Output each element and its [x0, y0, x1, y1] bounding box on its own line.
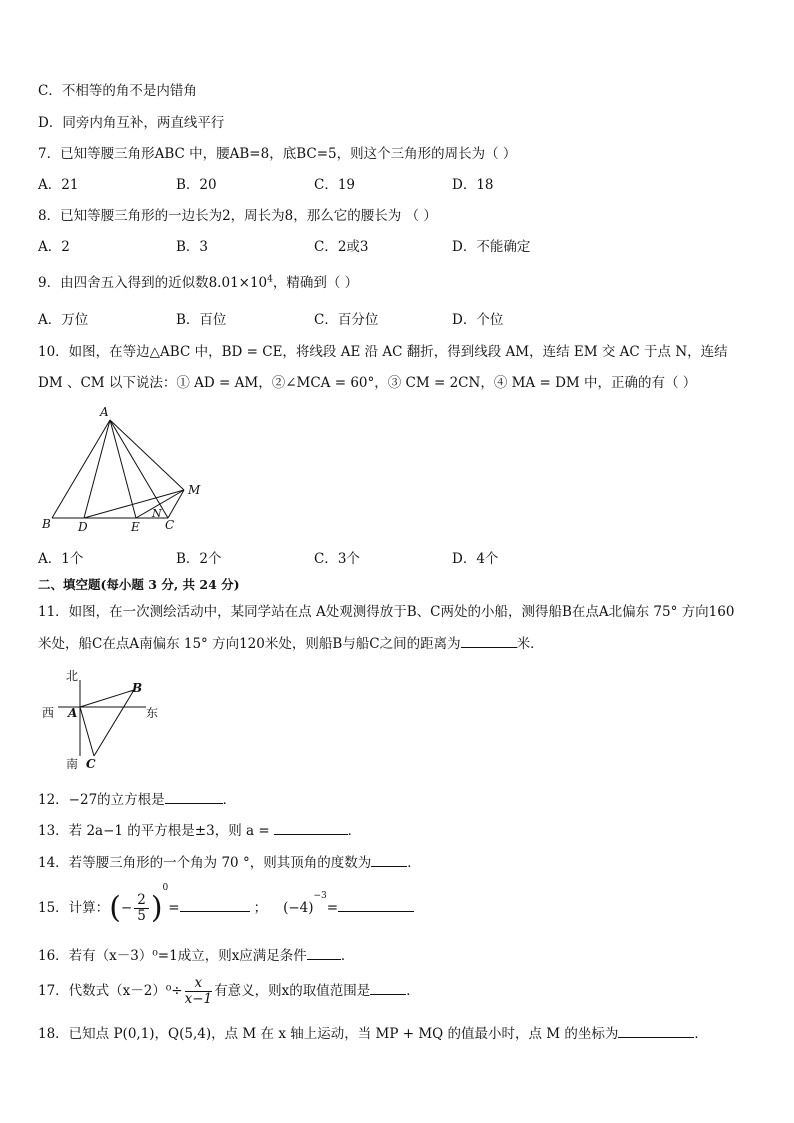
q13-answer-blank[interactable] — [274, 821, 348, 835]
q15-frac-numerator: 2 — [134, 893, 149, 909]
question-10-line2: DM 、CM 以下说法：① AD = AM，②∠MCA = 60°，③ CM = 2CN，④ MA = DM 中，正确的有（ ） — [38, 375, 697, 391]
q7-option-a: A．21 — [38, 177, 79, 193]
q15-answer-blank-1[interactable] — [180, 898, 250, 912]
question-12 — [38, 790, 236, 809]
q10-figure — [38, 400, 218, 535]
q17-middle: 有意义，则x的取值范围是 — [214, 983, 371, 999]
q13-suffix: ． — [347, 823, 362, 839]
q9-prefix: 9．由四舍五入得到的近似数 — [38, 275, 209, 291]
q9-suffix: ，精确到（ ） — [272, 275, 359, 291]
label-c: C — [86, 757, 96, 771]
q9-exponent: 4 — [267, 274, 273, 285]
segment-ac — [110, 420, 168, 518]
question-16 — [38, 946, 354, 965]
segment-ab — [52, 420, 110, 518]
q7-option-d: D．18 — [452, 177, 494, 193]
q14-prefix: 14．若等腰三角形的一个角为 70 °，则其顶角的度数为 — [38, 855, 372, 871]
q9-option-a: A．万位 — [38, 312, 89, 328]
segment-ad — [84, 420, 110, 518]
option-d-line: D．同旁内角互补，两直线平行 — [38, 115, 225, 131]
q15-exponent-2: −3 — [313, 891, 327, 901]
question-7: 7．已知等腰三角形ABC 中，腰AB=8，底BC=5，则这个三角形的周长为（ ） — [38, 146, 517, 162]
q15-base-2: (−4) — [283, 900, 314, 916]
q15-answer-blank-2[interactable] — [338, 898, 414, 912]
segment-ae — [110, 420, 136, 518]
q16-prefix: 16．若有（x－3）⁰=1成立，则x应满足条件 — [38, 948, 307, 964]
label-d: D — [78, 520, 88, 534]
q14-answer-blank[interactable] — [371, 853, 407, 867]
q12-prefix: 12．−27的立方根是 — [38, 792, 165, 808]
q16-answer-blank[interactable] — [307, 946, 341, 960]
q7-option-c: C．19 — [314, 177, 356, 193]
q17-suffix: ． — [406, 983, 420, 999]
q15-fraction — [134, 893, 149, 924]
question-10-line1: 10．如图，在等边△ABC 中，BD = CE，将线段 AE 沿 AC 翻折，得到线段 AM，连结 EM 交 AC 于点 N，连结 — [38, 344, 728, 360]
q9-option-d: D．个位 — [452, 312, 504, 328]
q15-left-paren: ( — [109, 890, 121, 926]
q15-exponent-0: 0 — [162, 883, 169, 893]
label-north: 北 — [66, 669, 79, 683]
label-c: C — [165, 518, 175, 532]
question-9 — [38, 274, 358, 292]
label-e: E — [131, 520, 140, 534]
q15-right-paren: ) — [150, 890, 163, 926]
question-14 — [38, 853, 421, 872]
option-c-line: C．不相等的角不是内错角 — [38, 83, 197, 99]
q12-suffix: ． — [222, 792, 237, 808]
q14-suffix: ． — [407, 855, 421, 871]
q15-frac-denominator: 5 — [137, 908, 146, 924]
q17-frac-numerator: x — [185, 976, 213, 992]
label-west: 西 — [42, 706, 55, 720]
segment-bc — [94, 690, 134, 756]
q15-prefix: 15．计算： — [38, 900, 110, 916]
question-8: 8．已知等腰三角形的一边长为2，周长为8，那么它的腰长为 （ ） — [38, 208, 437, 224]
q11-line2-suffix: 米． — [516, 636, 544, 652]
q13-prefix: 13．若 2a−1 的平方根是±3，则 a = — [38, 823, 270, 839]
q18-answer-blank[interactable] — [618, 1024, 694, 1038]
q12-answer-blank[interactable] — [165, 790, 223, 804]
q11-answer-blank[interactable] — [461, 634, 517, 648]
question-11-line2 — [38, 634, 544, 653]
question-18 — [38, 1024, 708, 1043]
q17-prefix: 17．代数式（x－2）⁰÷ — [38, 983, 183, 999]
q8-option-b: B．3 — [176, 239, 209, 255]
q17-fraction — [185, 976, 213, 1007]
q18-prefix: 18．已知点 P(0,1)，Q(5,4)，点 M 在 x 轴上运动，当 MP + MQ 的值最小时，点 M 的坐标为 — [38, 1026, 619, 1042]
q17-answer-blank[interactable] — [370, 981, 406, 995]
q15-separator: ； — [253, 900, 268, 916]
q11-line2-prefix: 米处，船C在点A南偏东 15° 方向120米处，则船B与船C之间的距离为 — [38, 636, 461, 652]
q9-option-b: B．百位 — [176, 312, 227, 328]
q9-option-c: C．百分位 — [314, 312, 379, 328]
q7-option-b: B．20 — [176, 177, 217, 193]
q17-frac-denominator: x−1 — [184, 991, 213, 1007]
q10-option-c: C．3个 — [314, 551, 360, 567]
segment-ac — [80, 707, 94, 756]
label-east: 东 — [146, 706, 159, 720]
label-b: B — [132, 681, 143, 695]
q10-option-b: B．2个 — [176, 551, 222, 567]
label-n: N — [152, 507, 162, 520]
q10-option-a: A．1个 — [38, 551, 84, 567]
label-b: B — [42, 517, 51, 531]
q15-minus: − — [120, 900, 133, 916]
q8-option-c: C．2或3 — [314, 239, 369, 255]
label-a: A — [68, 706, 78, 720]
q8-option-d: D．不能确定 — [452, 239, 531, 255]
q15-equals-2: = — [326, 900, 339, 916]
q11-figure — [38, 664, 168, 776]
question-17 — [38, 972, 420, 1010]
question-11-line1: 11．如图，在一次测绘活动中，某同学站在点 A处观测得放于B、C两处的小船，测得船B在点A北偏东 75° 方向160 — [38, 604, 735, 620]
q18-suffix: ． — [694, 1026, 708, 1042]
label-m: M — [188, 483, 201, 497]
section-2-title: 二、填空题(每小题 3 分, 共 24 分) — [38, 577, 240, 592]
q10-option-d: D．4个 — [452, 551, 499, 567]
q16-suffix: ． — [340, 948, 355, 964]
segment-dm — [84, 490, 184, 518]
q8-option-a: A．2 — [38, 239, 70, 255]
segment-ab — [80, 690, 134, 707]
q15-equals-1: = — [168, 900, 180, 916]
question-15 — [38, 883, 414, 928]
label-a: A — [100, 405, 109, 419]
label-south: 南 — [66, 757, 79, 771]
segment-am — [110, 420, 184, 490]
q9-number: 8.01×10 — [208, 275, 268, 291]
question-13 — [38, 821, 361, 840]
